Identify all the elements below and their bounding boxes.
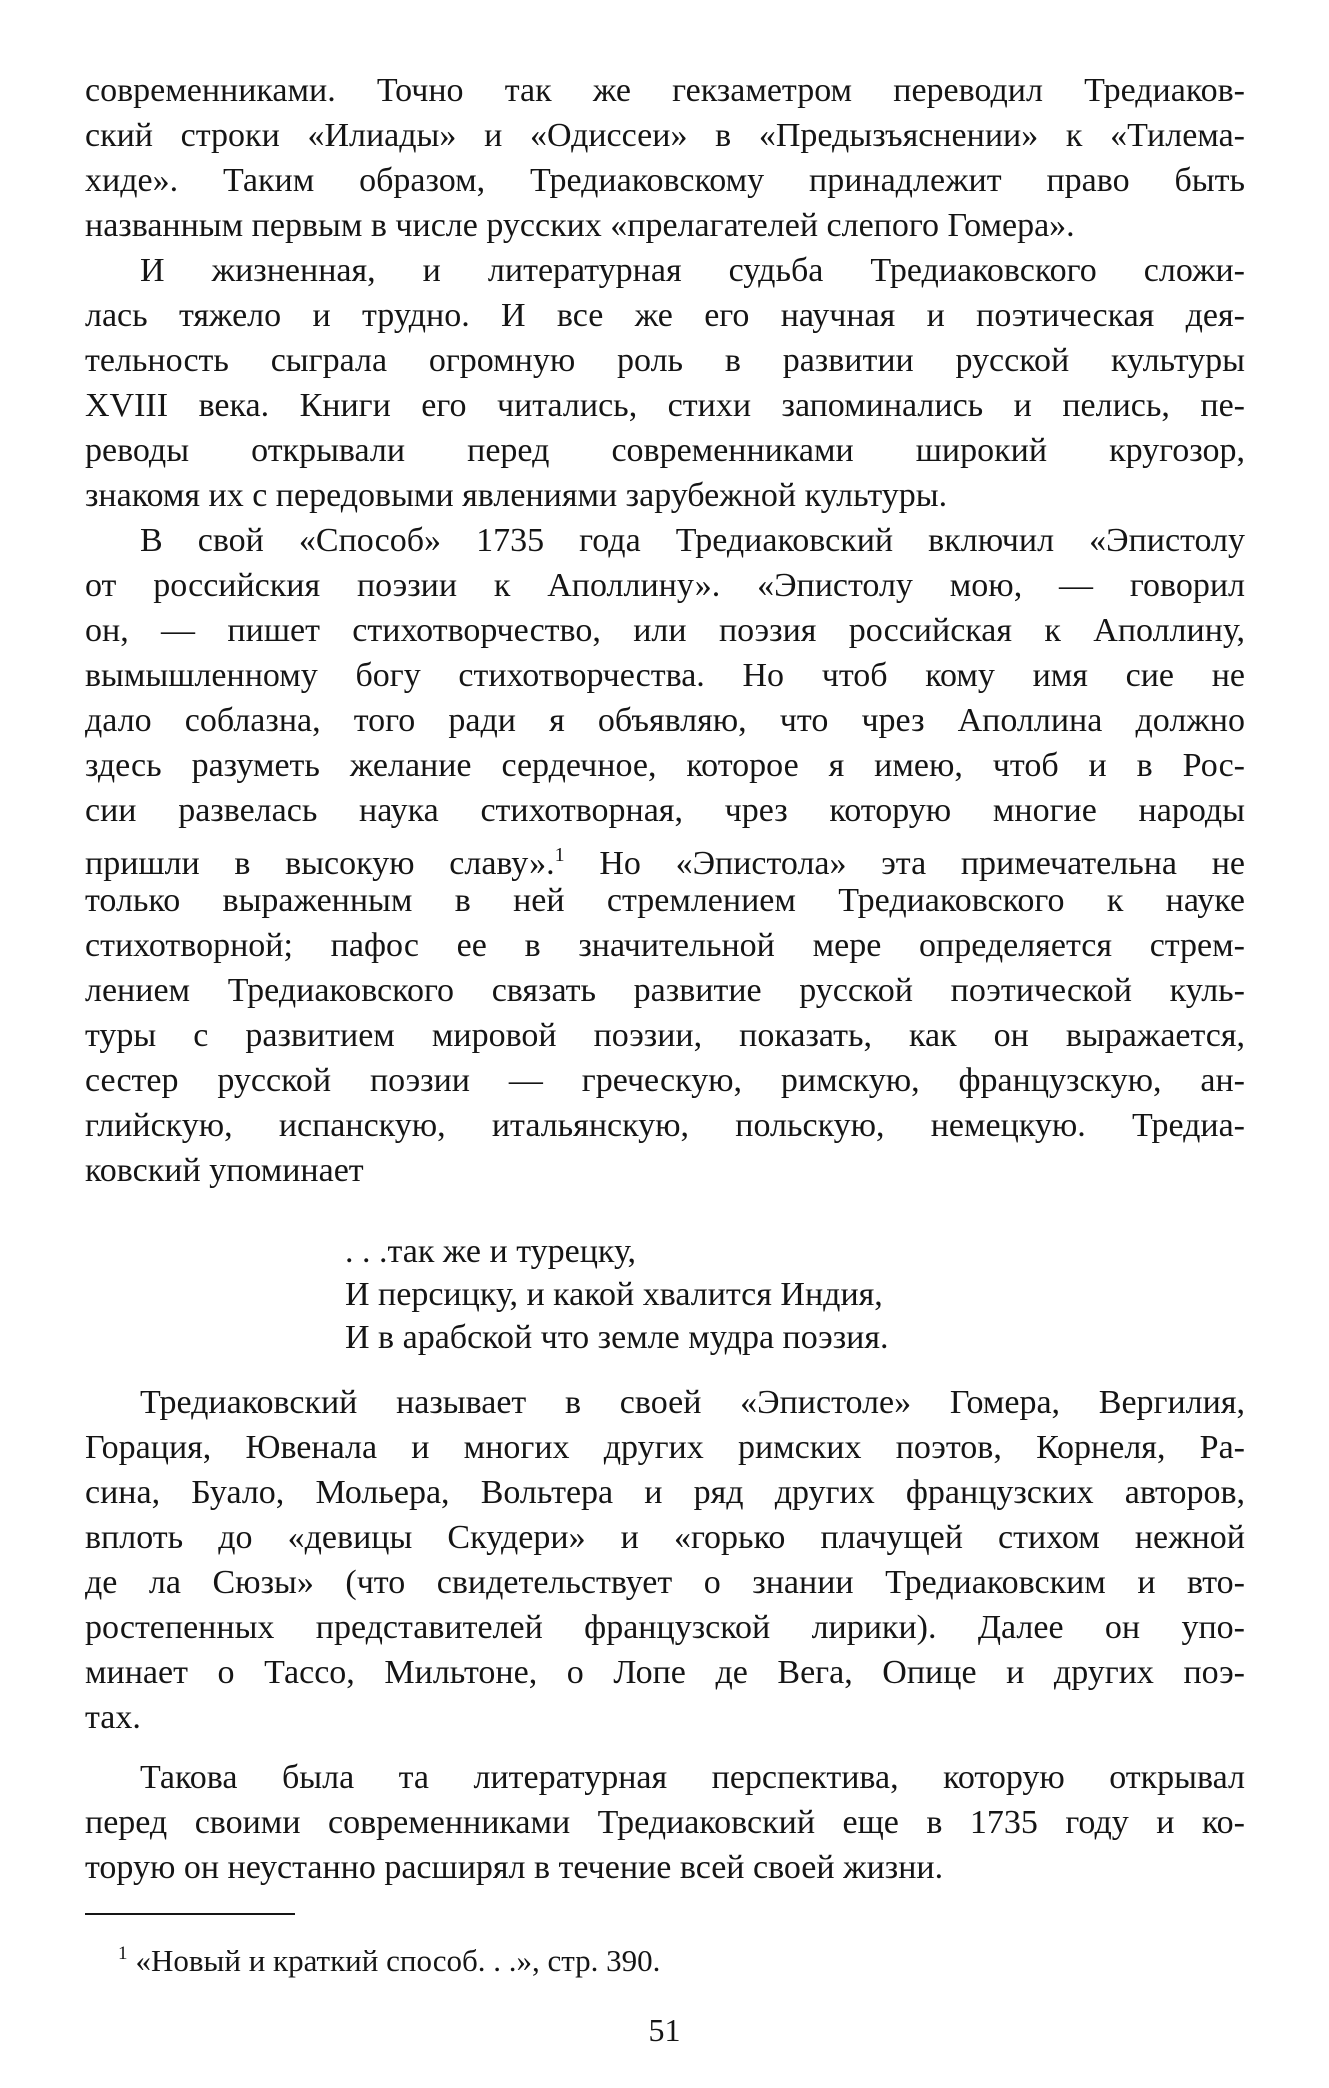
text-line: Горация, Ювенала и многих других римских поэтов, Корнеля, Ра-: [85, 1429, 1245, 1466]
text-line: торую он неустанно расширял в течение всей своей жизни.: [85, 1849, 944, 1886]
text-line: дало соблазна, того ради я объявляю, что чрез Аполлина должно: [85, 702, 1245, 739]
footnote-reference: 1: [554, 844, 565, 866]
text-line: вымышленному богу стихотворчества. Но чтоб кому имя сие не: [85, 657, 1245, 694]
text-line: названным первым в числе русских «прелагателей слепого Гомера».: [85, 207, 1075, 244]
text-line: лась тяжело и трудно. И все же его научная и поэтическая дея-: [85, 297, 1245, 334]
text-line: В свой «Способ» 1735 года Тредиаковский включил «Эпистолу: [140, 522, 1245, 559]
text-line: от российския поэзии к Аполлину». «Эпистолу мою, — говорил: [85, 567, 1245, 604]
text-line: лением Тредиаковского связать развитие русской поэтической куль-: [85, 972, 1245, 1009]
text-line: ковский упоминает: [85, 1152, 364, 1189]
footnote-text: «Новый и краткий способ. . .», стр. 390.: [135, 1943, 661, 1978]
text-line: сина, Буало, Мольера, Вольтера и ряд других французских авторов,: [85, 1474, 1245, 1511]
paragraph-5: [85, 1755, 1245, 1890]
paragraph-3: [85, 518, 1245, 1193]
verse-line: И в арабской что земле мудра поэзия.: [345, 1319, 889, 1356]
text-line: знакомя их с передовыми явлениями зарубежной культуры.: [85, 477, 948, 514]
text-fragment: Но «Эпистола» эта примечательна не: [564, 845, 1245, 882]
text-line: ростепенных представителей французской лирики). Далее он упо-: [85, 1609, 1245, 1646]
text-line: Такова была та литературная перспектива, которую открывал: [140, 1759, 1245, 1796]
footnote-divider: [85, 1913, 295, 1915]
text-line: вплоть до «девицы Скудери» и «горько плачущей стихом нежной: [85, 1519, 1245, 1556]
text-line: И жизненная, и литературная судьба Тредиаковского сложи-: [140, 252, 1245, 289]
paragraph-2: [85, 248, 1245, 518]
text-line: тах.: [85, 1699, 141, 1736]
text-line: современниками. Точно так же гекзаметром переводил Тредиаков-: [85, 72, 1245, 109]
text-line: туры с развитием мировой поэзии, показать, как он выражается,: [85, 1017, 1245, 1054]
main-text: [85, 68, 1245, 1193]
text-line: минает о Тассо, Мильтоне, о Лопе де Вега, Опице и других поэ-: [85, 1654, 1245, 1691]
verse-line: . . .так же и турецку,: [345, 1233, 637, 1270]
text-line: XVIII века. Книги его читались, стихи запоминались и пелись, пе-: [85, 387, 1245, 424]
verse-line: И персицку, и какой хвалится Индия,: [345, 1276, 883, 1313]
text-line: перед своими современниками Тредиаковский еще в 1735 году и ко-: [85, 1804, 1245, 1841]
footnote-marker: 1: [118, 1943, 128, 1964]
text-fragment: пришли в высокую славу».: [85, 845, 555, 882]
text-line: глийскую, испанскую, итальянскую, польскую, немецкую. Тредиа-: [85, 1107, 1245, 1144]
text-line: только выраженным в ней стремлением Тредиаковского к науке: [85, 882, 1245, 919]
text-line: Тредиаковский называет в своей «Эпистоле» Гомера, Вергилия,: [140, 1384, 1245, 1421]
page-number: 51: [648, 2012, 681, 2048]
text-line: ский строки «Илиады» и «Одиссеи» в «Предызъяснении» к «Тилема-: [85, 117, 1245, 154]
text-line: сестер русской поэзии — греческую, римскую, французскую, ан-: [85, 1062, 1245, 1099]
text-line: он, — пишет стихотворчество, или поэзия российская к Аполлину,: [85, 612, 1245, 649]
paragraph-4: [85, 1380, 1245, 1740]
text-line: хиде». Таким образом, Тредиаковскому принадлежит право быть: [85, 162, 1245, 199]
footnote: [118, 1934, 660, 1981]
text-line: сии развелась наука стихотворная, чрез которую многие народы: [85, 792, 1245, 829]
text-line: стихотворной; пафос ее в значительной мере определяется стрем-: [85, 927, 1245, 964]
text-line: реводы открывали перед современниками широкий кругозор,: [85, 432, 1245, 469]
verse-quotation: [345, 1230, 889, 1359]
text-line: здесь разуметь желание сердечное, которое я имею, чтоб и в Рос-: [85, 747, 1245, 784]
text-line-with-footnote-ref: [85, 833, 1245, 882]
text-line: де ла Сюзы» (что свидетельствует о знании Тредиаковским и вто-: [85, 1564, 1245, 1601]
paragraph-1: [85, 68, 1245, 248]
text-line: тельность сыграла огромную роль в развитии русской культуры: [85, 342, 1245, 379]
